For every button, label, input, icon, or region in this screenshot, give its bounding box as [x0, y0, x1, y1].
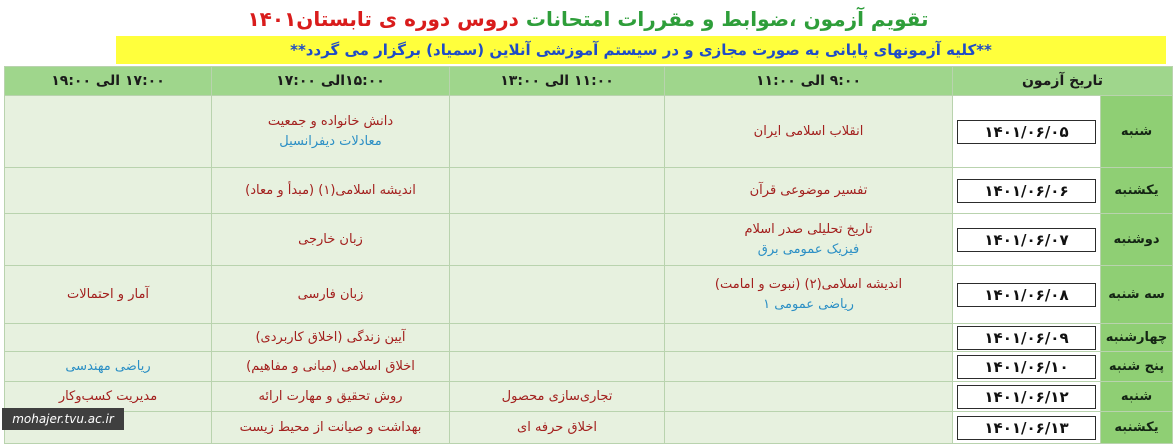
exam-cell-slot4 — [5, 266, 212, 324]
exam-cell-slot1 — [665, 266, 953, 324]
exam-cell-slot2 — [450, 266, 665, 324]
course-name: اندیشه اسلامی(۱) (مبدأ و معاد) — [245, 182, 416, 198]
site-watermark: mohajer.tvu.ac.ir — [2, 408, 124, 430]
day-cell: سه شنبه — [1101, 266, 1173, 324]
course-name: ریاضی عمومی ۱ — [763, 296, 854, 312]
course-name: معادلات دیفرانسیل — [279, 133, 382, 149]
table-row — [5, 382, 1173, 412]
course-name: انقلاب اسلامی ایران — [753, 123, 864, 139]
table-row — [5, 168, 1173, 214]
date-value: ۱۴۰۱/۰۶/۰۶ — [957, 179, 1096, 203]
exam-cell-slot3 — [212, 412, 450, 444]
course-name: تاریخ تحلیلی صدر اسلام — [744, 221, 873, 237]
exam-cell-slot2 — [450, 412, 665, 444]
exam-cell-slot3 — [212, 382, 450, 412]
date-cell — [953, 382, 1101, 412]
course-name: آیین زندگی (اخلاق کاربردی) — [255, 329, 406, 345]
column-header-slot-1: ۹:۰۰ الی ۱۱:۰۰ — [665, 67, 953, 96]
exam-cell-slot1 — [665, 96, 953, 168]
exam-cell-slot1 — [665, 382, 953, 412]
page-title — [0, 4, 1176, 34]
table-header-row — [5, 67, 1173, 96]
date-value: ۱۴۰۱/۰۶/۱۳ — [957, 416, 1096, 440]
course-name: زبان خارجی — [298, 231, 363, 247]
exam-cell-slot1 — [665, 352, 953, 382]
exam-cell-slot3 — [212, 324, 450, 352]
day-cell: دوشنبه — [1101, 214, 1173, 266]
online-exam-notice: **کلیه آزمونهای پایانی به صورت مجازی و در سیستم آموزشی آنلاین (سمیاد) برگزار می گردد** — [116, 36, 1166, 64]
column-header-slot-3: ۱۵:۰۰الی ۱۷:۰۰ — [212, 67, 450, 96]
exam-cell-slot2 — [450, 382, 665, 412]
day-cell: شنبه — [1101, 382, 1173, 412]
course-name: مدیریت کسب‌وکار — [58, 388, 158, 404]
title-part-1: تقویم آزمون ،ضوابط و مقررات امتحانات — [525, 7, 929, 31]
table-row — [5, 412, 1173, 444]
date-cell — [953, 266, 1101, 324]
title-part-2: دروس دوره ی تابستان — [296, 7, 519, 31]
course-name: زبان فارسی — [297, 286, 364, 302]
exam-cell-slot2 — [450, 214, 665, 266]
date-cell — [953, 352, 1101, 382]
exam-cell-slot3 — [212, 266, 450, 324]
course-name: تفسیر موضوعی قرآن — [749, 182, 868, 198]
course-name: بهداشت و صیانت از محیط زیست — [239, 419, 422, 435]
column-header-date: تاریخ آزمون — [953, 67, 1173, 96]
exam-cell-slot4 — [5, 214, 212, 266]
exam-cell-slot3 — [212, 214, 450, 266]
table-row — [5, 96, 1173, 168]
column-header-slot-4: ۱۷:۰۰ الی ۱۹:۰۰ — [5, 67, 212, 96]
date-value: ۱۴۰۱/۰۶/۱۰ — [957, 355, 1096, 379]
course-name: دانش خانواده و جمعیت — [267, 113, 394, 129]
date-value: ۱۴۰۱/۰۶/۱۲ — [957, 385, 1096, 409]
course-name: اخلاق حرفه ای — [517, 419, 597, 435]
date-cell — [953, 168, 1101, 214]
exam-cell-slot3 — [212, 352, 450, 382]
table-row — [5, 214, 1173, 266]
date-value: ۱۴۰۱/۰۶/۰۹ — [957, 326, 1096, 350]
exam-cell-slot1 — [665, 324, 953, 352]
day-cell: شنبه — [1101, 96, 1173, 168]
exam-cell-slot2 — [450, 96, 665, 168]
exam-cell-slot1 — [665, 412, 953, 444]
exam-cell-slot2 — [450, 324, 665, 352]
course-name: ریاضی مهندسی — [65, 358, 151, 374]
exam-cell-slot4 — [5, 168, 212, 214]
exam-cell-slot4 — [5, 382, 212, 412]
date-value: ۱۴۰۱/۰۶/۰۸ — [957, 283, 1096, 307]
exam-cell-slot2 — [450, 168, 665, 214]
exam-schedule-table — [4, 66, 1173, 444]
course-name: روش تحقیق و مهارت ارائه — [258, 388, 403, 404]
title-year: ۱۴۰۱ — [247, 7, 297, 31]
exam-cell-slot4 — [5, 96, 212, 168]
table-row — [5, 324, 1173, 352]
date-cell — [953, 96, 1101, 168]
course-name: تجاری‌سازی محصول — [501, 388, 613, 404]
exam-cell-slot3 — [212, 96, 450, 168]
course-name: اخلاق اسلامی (مبانی و مفاهیم) — [246, 358, 415, 374]
course-name: آمار و احتمالات — [66, 286, 150, 302]
exam-cell-slot1 — [665, 168, 953, 214]
course-name: فیزیک عمومی برق — [757, 241, 860, 257]
exam-cell-slot2 — [450, 352, 665, 382]
day-cell: یکشنبه — [1101, 168, 1173, 214]
exam-cell-slot3 — [212, 168, 450, 214]
date-cell — [953, 324, 1101, 352]
course-name: اندیشه اسلامی(۲) (نبوت و امامت) — [714, 276, 903, 292]
date-cell — [953, 412, 1101, 444]
exam-cell-slot4 — [5, 352, 212, 382]
date-value: ۱۴۰۱/۰۶/۰۵ — [957, 120, 1096, 144]
day-cell: پنج شنبه — [1101, 352, 1173, 382]
date-cell — [953, 214, 1101, 266]
exam-cell-slot4 — [5, 324, 212, 352]
table-row — [5, 352, 1173, 382]
exam-cell-slot1 — [665, 214, 953, 266]
date-value: ۱۴۰۱/۰۶/۰۷ — [957, 228, 1096, 252]
column-header-slot-2: ۱۱:۰۰ الی ۱۳:۰۰ — [450, 67, 665, 96]
day-cell: چهارشنبه — [1101, 324, 1173, 352]
day-cell: یکشنبه — [1101, 412, 1173, 444]
table-row — [5, 266, 1173, 324]
